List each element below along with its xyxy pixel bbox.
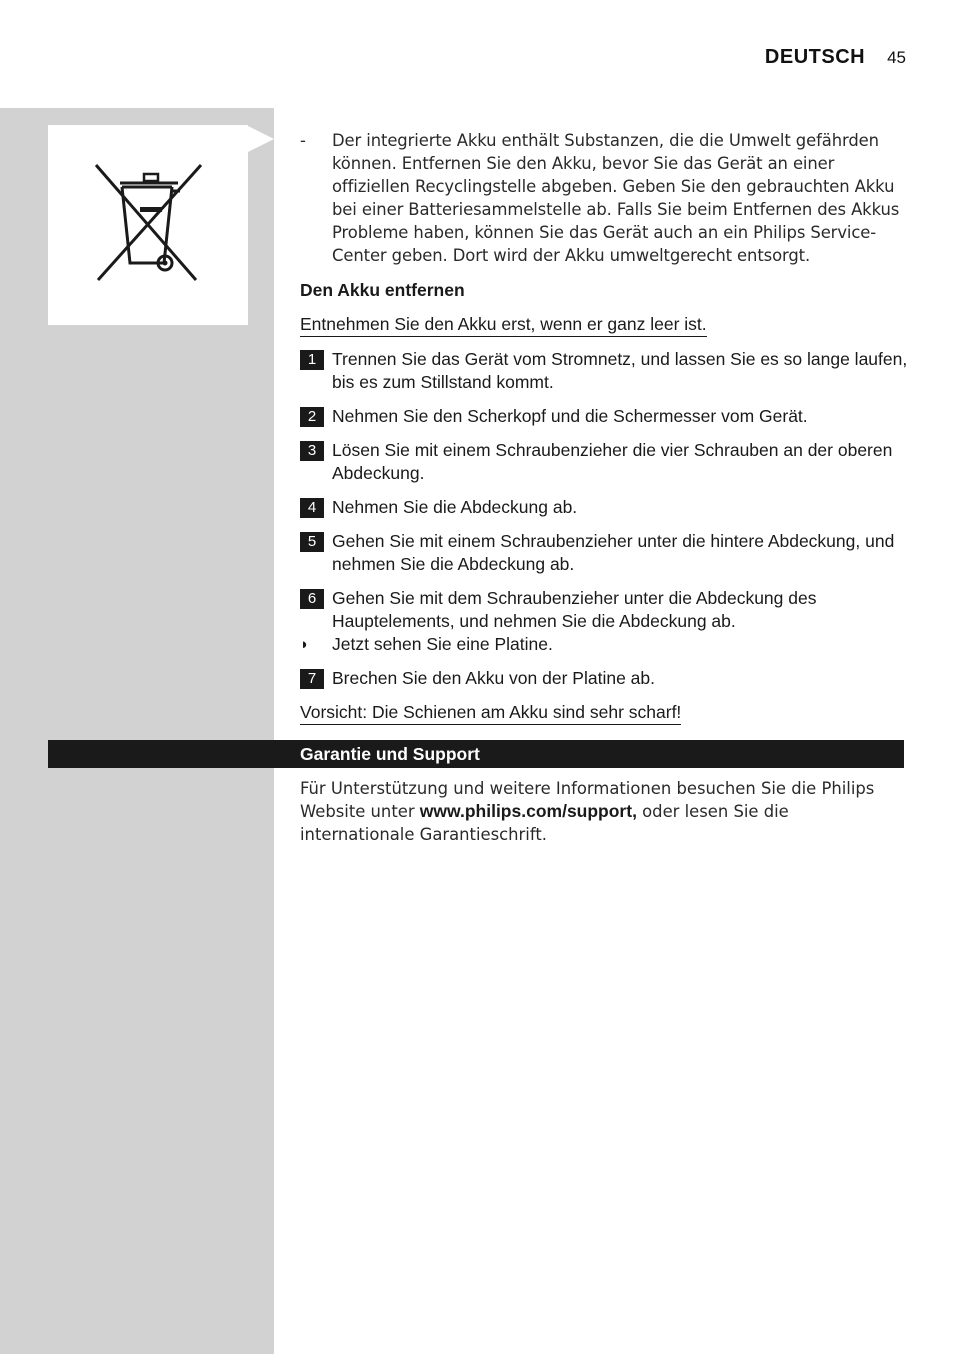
guarantee-text: [300, 777, 900, 846]
step-3: [300, 439, 910, 485]
step-number: 3: [300, 441, 324, 461]
step-6-result: [300, 633, 910, 656]
dash-marker: -: [300, 131, 306, 150]
step-6: [300, 587, 910, 633]
disposal-note-text: Der integrierte Akku enthält Substanzen, die die Umwelt gefährden können. Entfernen Sie den Akku, bevor Sie das Gerät an einer offiziellen Recyclingstelle abgeben. Geben Sie den gebrauchten Akku bei einer Batteriesammelstelle ab. Falls Sie beim Entfernen des Akkus Probleme haben, können Sie das Gerät auch an ein Philips Service-Center geben. Dort wird der Akku umweltgerecht entsorgt.: [332, 131, 900, 265]
main-content: [300, 129, 910, 736]
step-2: [300, 405, 910, 428]
figure-pointer: [248, 126, 274, 152]
section-heading-bar: [48, 740, 904, 768]
guarantee-text-before: Für Unterstützung und weitere Informationen besuchen Sie die Philips Website unter: [300, 779, 875, 821]
step-number: 4: [300, 498, 324, 518]
step-4: [300, 496, 910, 519]
step-number: 5: [300, 532, 324, 552]
step-text: Gehen Sie mit dem Schraubenzieher unter die Abdeckung des Hauptelements, und nehmen Sie die Abdeckung ab.: [332, 588, 817, 631]
page-number: 45: [887, 48, 906, 67]
disposal-note: [300, 129, 910, 267]
step-text: Lösen Sie mit einem Schraubenzieher die vier Schrauben an der oberen Abdeckung.: [332, 440, 893, 483]
support-link[interactable]: www.philips.com/support,: [419, 801, 637, 821]
step-number: 2: [300, 407, 324, 427]
step-text: Brechen Sie den Akku von der Platine ab.: [332, 668, 655, 688]
result-text: Jetzt sehen Sie eine Platine.: [332, 634, 553, 654]
step-text: Gehen Sie mit einem Schraubenzieher unter die hintere Abdeckung, und nehmen Sie die Abdeckung ab.: [332, 531, 895, 574]
result-bullet-icon: ◗: [300, 636, 310, 653]
remove-battery-instruction: Entnehmen Sie den Akku erst, wenn er ganz leer ist.: [300, 313, 707, 337]
step-1: [300, 348, 910, 394]
step-7: [300, 667, 910, 690]
guarantee-heading: Garantie und Support: [300, 744, 480, 764]
step-5: [300, 530, 910, 576]
guarantee-text-after: oder lesen Sie die internationale Garantieschrift.: [300, 802, 789, 844]
step-number: 6: [300, 589, 324, 609]
step-text: Trennen Sie das Gerät vom Stromnetz, und lassen Sie es so lange laufen, bis es zum Stillstand kommt.: [332, 349, 908, 392]
step-text: Nehmen Sie die Abdeckung ab.: [332, 497, 578, 517]
crossed-out-wheeled-bin-icon: [48, 125, 248, 325]
remove-battery-heading: Den Akku entfernen: [300, 280, 465, 300]
step-text: Nehmen Sie den Scherkopf und die Schermesser vom Gerät.: [332, 406, 808, 426]
caution-note: Vorsicht: Die Schienen am Akku sind sehr scharf!: [300, 701, 681, 725]
language-title: DEUTSCH: [764, 46, 866, 68]
step-number: 7: [300, 669, 324, 689]
page-header: [765, 46, 906, 69]
disposal-figure: [48, 125, 248, 325]
step-number: 1: [300, 350, 324, 370]
